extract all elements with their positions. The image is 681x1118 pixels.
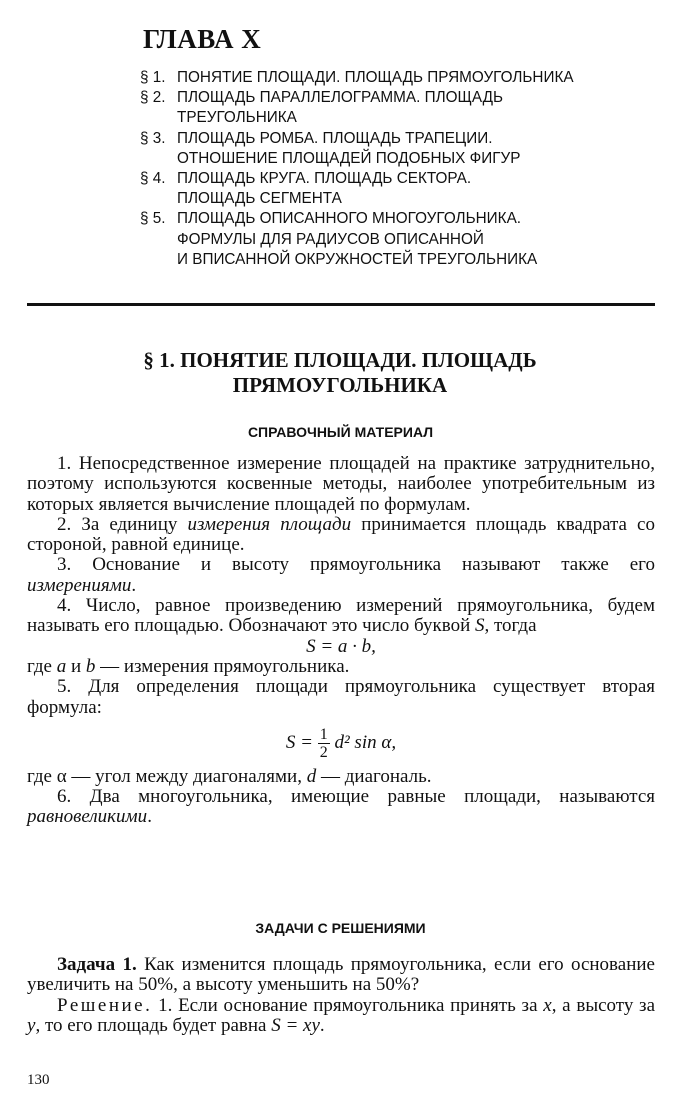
term: измерения площади [187, 513, 352, 535]
numerator: 1 [319, 725, 328, 743]
page-number: 130 [27, 1072, 50, 1088]
toc-item [140, 88, 660, 128]
problems [27, 955, 655, 1036]
paragraph-3 [27, 555, 655, 596]
text: 6. Два многоугольника, имеющие равные площади, называются [57, 786, 655, 808]
text: 2. За единицу [57, 513, 188, 535]
text: , то его площадь будет равна [35, 1014, 272, 1036]
text: 3. Основание и высоту прямоугольника называют также его [57, 554, 655, 576]
variable: b [85, 655, 96, 677]
toc-text: ПЛОЩАДЬ ПАРАЛЛЕЛОГРАММА. ПЛОЩАДЬ ТРЕУГОЛЬНИКА [177, 89, 503, 127]
text: 1. Если основание прямоугольника принять за [152, 994, 544, 1016]
section-title: § 1. ПОНЯТИЕ ПЛОЩАДИ. ПЛОЩАДЬ ПРЯМОУГОЛЬНИКА [143, 348, 537, 397]
variable: d [306, 765, 317, 787]
text: 4. Число, равное произведению измерений прямоугольника, будем называть его площадью. Обозначают это число буквой [27, 595, 655, 637]
task-1 [27, 955, 655, 996]
text: принимается площадь квадрата со стороной, равной единице. [27, 513, 655, 556]
toc-text: ПОНЯТИЕ ПЛОЩАДИ. ПЛОЩАДЬ ПРЯМОУГОЛЬНИКА [177, 69, 574, 86]
paragraph-1: 1. Непосредственное измерение площадей на практике затруднительно, поэтому используются косвенные методы, наиболее употребительным из которых является вычисление площадей по формулам. [27, 453, 655, 515]
text: — диагональ. [316, 765, 432, 787]
toc-item [140, 209, 660, 270]
paragraph-5: 5. Для определения площади прямоугольника существует вторая формула: [27, 676, 655, 718]
fraction-one-half [318, 726, 330, 761]
toc-text: ПЛОЩАДЬ ОПИСАННОГО МНОГОУГОЛЬНИКА. ФОРМУЛЫ ДЛЯ РАДИУСОВ ОПИСАННОЙ И ВПИСАННОЙ ОКРУЖНОСТЕЙ ТРЕУГОЛЬНИКА [177, 210, 538, 268]
text: где [27, 655, 57, 677]
text: где α — угол между диагоналями, [27, 765, 307, 787]
solution-1 [27, 996, 655, 1037]
paragraph-6 [27, 787, 655, 828]
paragraph-2 [27, 515, 655, 556]
denominator: 2 [319, 743, 328, 761]
solution-label: Решение. [57, 994, 153, 1016]
variable: y [27, 1014, 36, 1036]
text: , тогда [484, 615, 537, 637]
toc-number: § 5. [140, 210, 166, 228]
section-divider [27, 303, 655, 306]
formula-area: S = a · b, [306, 635, 376, 657]
formula-diagonal [27, 726, 655, 761]
text: — измерения прямоугольника. [95, 655, 350, 677]
text: . [131, 574, 137, 596]
toc-number: § 4. [140, 170, 166, 188]
toc-text: ПЛОЩАДЬ РОМБА. ПЛОЩАДЬ ТРАПЕЦИИ. ОТНОШЕНИЕ ПЛОЩАДЕЙ ПОДОБНЫХ ФИГУР [177, 129, 521, 167]
toc-number: § 3. [140, 129, 166, 147]
term: измерениями [27, 574, 132, 596]
text: и [66, 655, 86, 677]
toc-number: § 2. [140, 89, 166, 107]
toc-item [140, 68, 660, 88]
text: S = [285, 731, 318, 753]
text: . [147, 806, 152, 828]
text: . [319, 1014, 325, 1036]
paragraph-4 [27, 596, 655, 637]
toc-text: ПЛОЩАДЬ КРУГА. ПЛОЩАДЬ СЕКТОРА. ПЛОЩАДЬ СЕГМЕНТА [177, 170, 472, 208]
text: , а высоту за [551, 994, 655, 1016]
text: d² sin α, [334, 731, 397, 753]
problems-heading: ЗАДАЧИ С РЕШЕНИЯМИ [255, 920, 426, 936]
chapter-title: ГЛАВА X [143, 24, 262, 54]
formula: S = xy [271, 1014, 320, 1036]
toc-item [140, 169, 660, 209]
chapter-contents [140, 68, 660, 270]
formula-explanation [27, 657, 655, 677]
formula-explanation [27, 767, 655, 787]
variable: S [475, 615, 485, 637]
term: равновеликими [27, 806, 148, 828]
reference-material [27, 454, 655, 828]
reference-heading: СПРАВОЧНЫЙ МАТЕРИАЛ [247, 424, 434, 440]
text: Как изменится площадь прямоугольника, если его основание увеличить на 50%, а высоту уменьшить на 50%? [27, 954, 655, 996]
toc-number: § 1. [140, 69, 166, 86]
variable: a [56, 655, 67, 677]
toc-item [140, 129, 660, 169]
variable: x [543, 994, 552, 1016]
task-label: Задача 1. [57, 954, 137, 975]
